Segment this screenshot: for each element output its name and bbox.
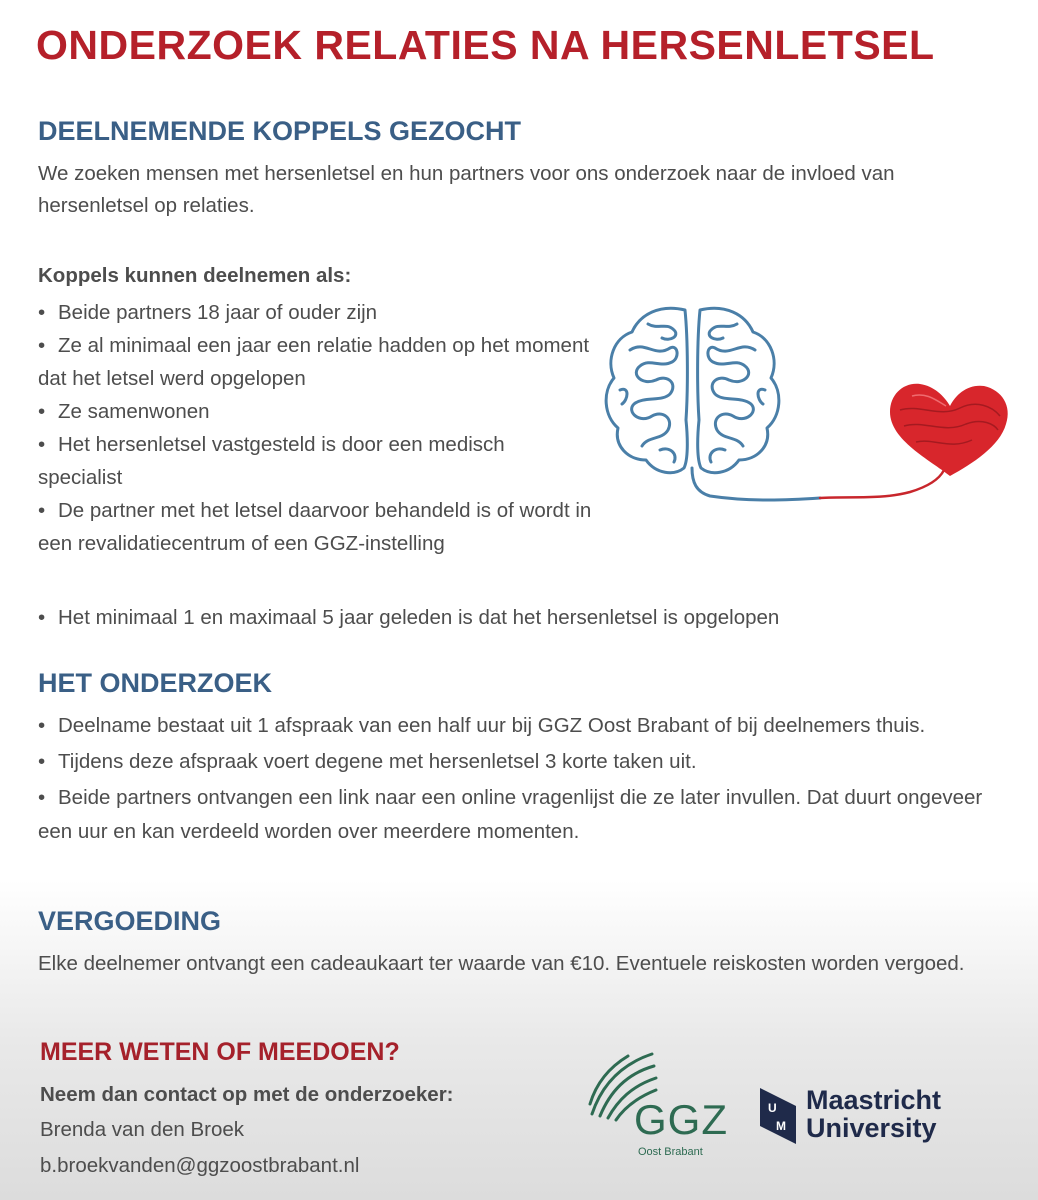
ggz-name: GGZ [634,1096,728,1143]
list-item: • Ze samenwonen [38,400,210,423]
contact-intro: Neem dan contact op met de onderzoeker: [40,1083,454,1106]
list-item: • Beide partners ontvangen een link naar een online vragenlijst die ze later invullen. Dat duurt ongeveer een uur en kan verdeeld worden over meerdere momenten. [38,786,983,843]
um-emblem-icon [756,1086,800,1146]
list-item: • Tijdens deze afspraak voert degene met hersenletsel 3 korte taken uit. [38,750,697,773]
criteria-list [38,296,593,560]
list-item: • Beide partners 18 jaar of ouder zijn [38,301,378,324]
list-item: • Het hersenletsel vastgesteld is door een medisch specialist [38,433,505,489]
ggz-logo [582,1044,732,1164]
contact-email[interactable]: b.broekvanden@ggzoostbrabant.nl [40,1154,360,1177]
brain-icon [606,308,820,500]
criteria-heading: Koppels kunnen deelnemen als: [38,264,352,287]
svg-text:M: M [776,1119,786,1133]
contact-heading: MEER WETEN OF MEEDOEN? [40,1038,400,1066]
ggz-subtitle: Oost Brabant [638,1146,703,1158]
svg-text:U: U [768,1101,777,1115]
brain-heart-illustration [600,300,1020,520]
intro-heading: DEELNEMENDE KOPPELS GEZOCHT [38,116,522,146]
page-title: ONDERZOEK RELATIES NA HERSENLETSEL [36,22,935,68]
compensation-heading: VERGOEDING [38,906,222,936]
thread-line [820,470,944,498]
compensation-text: Elke deelnemer ontvangt een cadeaukaart ter waarde van €10. Eventuele reiskosten worden vergoed. [38,952,965,975]
heart-icon [890,384,1008,476]
list-item: • Het minimaal 1 en maximaal 5 jaar geleden is dat het hersenletsel is opgelopen [38,606,780,629]
list-item: • Ze al minimaal een jaar een relatie hadden op het moment dat het letsel werd opgelopen [38,334,590,390]
criteria-list-last [38,601,998,634]
um-name-line1: Maastricht [806,1085,942,1115]
um-logo [756,1084,956,1154]
study-heading: HET ONDERZOEK [38,668,273,698]
um-name-line2: University [806,1113,937,1143]
study-list [38,709,998,849]
list-item: • De partner met het letsel daarvoor behandeld is of wordt in een revalidatiecentrum of een GGZ-instelling [38,499,592,555]
contact-name: Brenda van den Broek [40,1118,244,1141]
list-item: • Deelname bestaat uit 1 afspraak van een half uur bij GGZ Oost Brabant of bij deelnemers thuis. [38,714,926,737]
intro-text: We zoeken mensen met hersenletsel en hun partners voor ons onderzoek naar de invloed van hersenletsel op relaties. [38,162,895,217]
